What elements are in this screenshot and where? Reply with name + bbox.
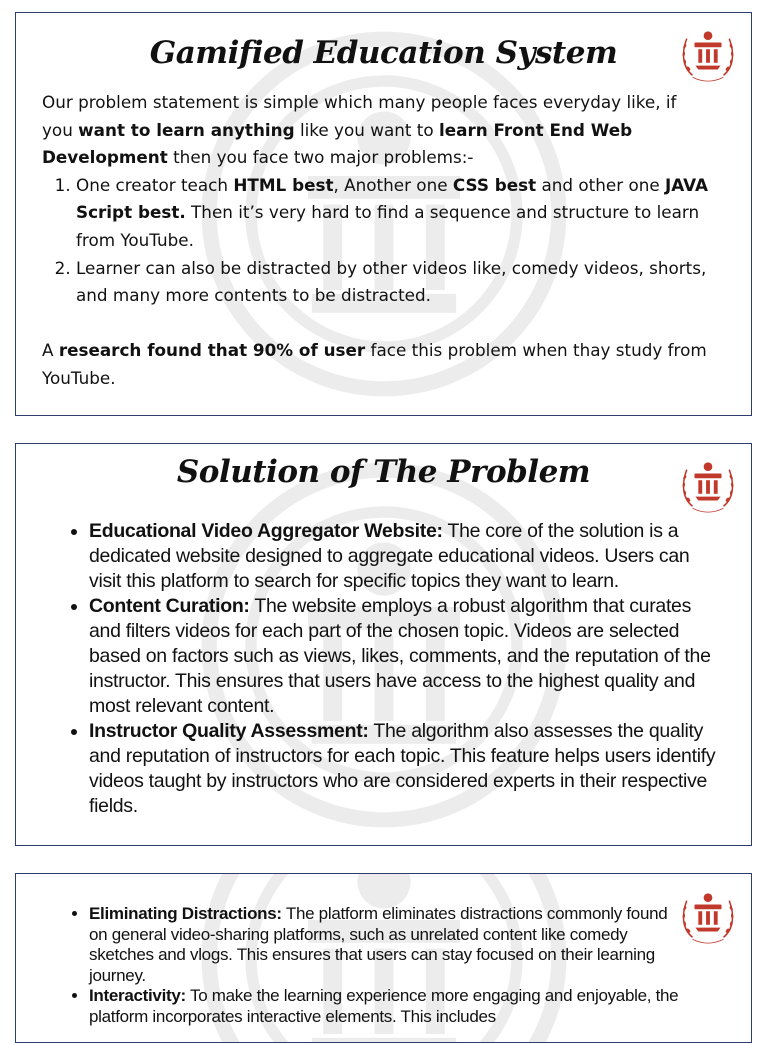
solution-list: [71, 519, 717, 819]
features-list: [71, 904, 681, 1027]
institute-logo-icon: [679, 887, 737, 949]
solution-slide: [15, 443, 752, 846]
slide-title: Gamified Education System: [149, 35, 618, 71]
list-item: • Content Curation: The website employs a robust algorithm that curates and filters videos for each part of the chosen topic. Videos are selected based on factors such as views, likes, comments, and the reputation of the instructor. This ensures that users have access to the highest quality and most relevant content.: [89, 594, 717, 719]
list-item: • Interactivity: To make the learning experience more engaging and enjoyable, the platform incorporates interactive elements. This includes: [89, 986, 681, 1027]
list-item: 1. One creator teach HTML best, Another one CSS best and other one JAVA Script best. Then it’s very hard to find a sequence and structure to learn from YouTube.: [76, 172, 711, 255]
list-item: • Educational Video Aggregator Website: The core of the solution is a dedicated website designed to aggregate educational videos. Users can visit this platform to search for specific topics they want to learn.: [89, 519, 717, 594]
features-slide: [15, 873, 752, 1043]
list-item: • Instructor Quality Assessment: The algorithm also assesses the quality and reputation of instructors for each topic. This feature helps users identify videos taught by instructors who are considered experts in their respective fields.: [89, 719, 717, 819]
list-item: • Eliminating Distractions: The platform eliminates distractions commonly found on general video-sharing platforms, such as unrelated content like comedy sketches and vlogs. This ensures that users can stay focused on their learning journey.: [89, 904, 681, 986]
institute-logo-icon: [679, 25, 737, 87]
slide-title: Solution of The Problem: [176, 454, 591, 490]
intro-paragraph: Our problem statement is simple which many people faces everyday like, if you want to learn anything like you want to learn Front End Web Development then you face two major problems:-: [42, 92, 677, 168]
list-item: 2. Learner can also be distracted by other videos like, comedy videos, shorts, and many more contents to be distracted.: [76, 255, 711, 310]
problem-statement: [42, 89, 711, 393]
research-paragraph: A research found that 90% of user face this problem when thay study from YouTube.: [42, 340, 707, 388]
institute-logo-icon: [679, 456, 737, 518]
problem-slide: [15, 12, 752, 416]
problem-list: [42, 172, 711, 310]
